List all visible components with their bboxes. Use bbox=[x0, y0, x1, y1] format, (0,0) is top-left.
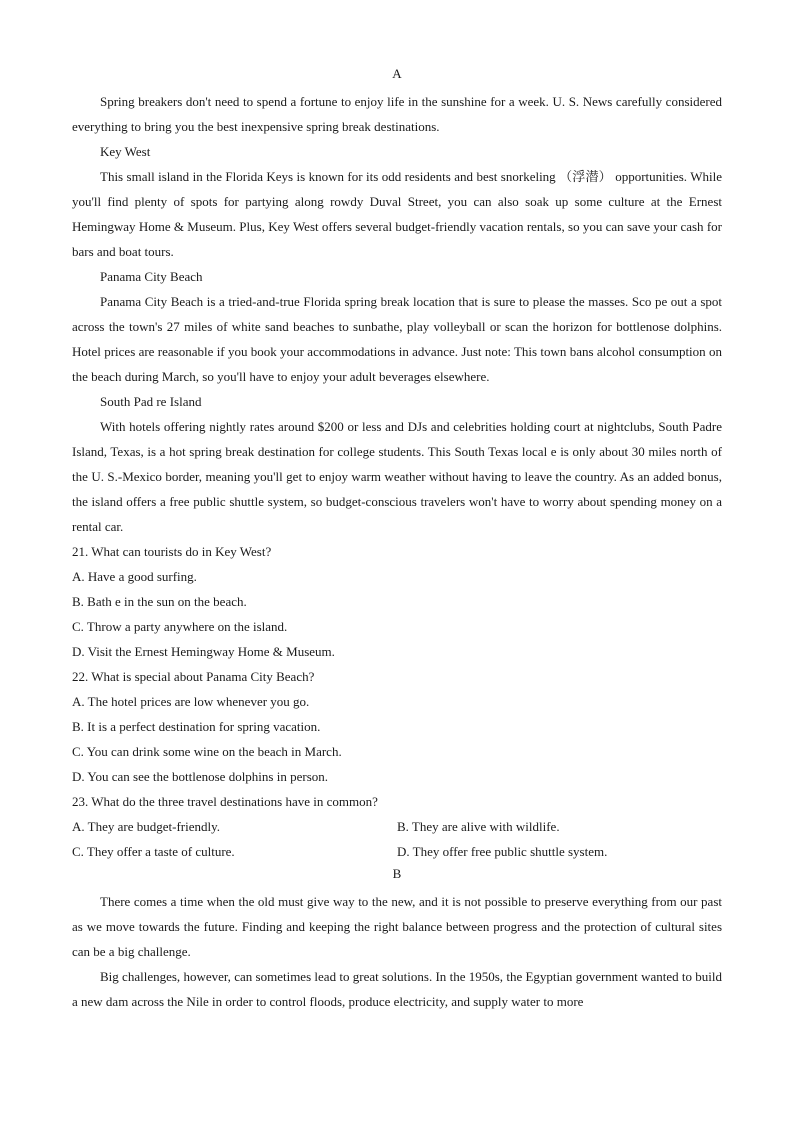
question-23-options-row-1 bbox=[72, 814, 722, 839]
destination-title-key-west: Key West bbox=[100, 144, 151, 159]
destination-text-panama-city: Panama City Beach is a tried-and-true Florida spring break location that is sure to please the masses. Sco pe out a spot across the town's 27 miles of white sand beaches to sunbathe, play volleyball or scan the horizon for bottlenose dolphins. Hotel prices are reasonable if you book your accommodations in advance. Just note: This town bans alcohol consumption on the beach during March, so you'll have to enjoy your adult beverages elsewhere. bbox=[72, 294, 722, 384]
intro-paragraph: Spring breakers don't need to spend a fortune to enjoy life in the sunshine for a week. U. S. News carefully considered everything to bring you the best inexpensive spring break destinations. bbox=[72, 94, 722, 134]
destination-title-south-padre: South Pad re Island bbox=[100, 394, 202, 409]
section-b-label: B bbox=[392, 866, 402, 881]
question-22-option-d: D. You can see the bottlenose dolphins in person. bbox=[72, 769, 329, 784]
page-content bbox=[72, 64, 722, 1014]
question-23: 23. What do the three travel destinations have in common? bbox=[72, 794, 378, 809]
section-b-paragraph-2: Big challenges, however, can sometimes lead to great solutions. In the 1950s, the Egyptian government wanted to build a new dam across the Nile in order to control floods, produce electricity, and supply water to more bbox=[72, 969, 722, 1009]
question-22-option-c: C. You can drink some wine on the beach in March. bbox=[72, 744, 342, 759]
question-21-option-b: B. Bath e in the sun on the beach. bbox=[72, 594, 247, 609]
question-21: 21. What can tourists do in Key West? bbox=[72, 544, 272, 559]
question-22-option-b: B. It is a perfect destination for spring vacation. bbox=[72, 719, 321, 734]
destination-title-panama-city: Panama City Beach bbox=[100, 269, 203, 284]
destination-text-south-padre: With hotels offering nightly rates around $200 or less and DJs and celebrities holding court at nightclubs, South Padre Island, Texas, is a hot spring break destination for college students. This South Texas local e is only about 30 miles north of the U. S.-Mexico border, meaning you'll get to enjoy warm weather without having to leave the country. As an added bonus, the island offers a free public shuttle system, so budget-conscious travelers won't have to worry about spending money on a rental car. bbox=[72, 419, 722, 534]
question-22: 22. What is special about Panama City Beach? bbox=[72, 669, 315, 684]
question-23-option-d: D. They offer free public shuttle system. bbox=[397, 844, 608, 859]
question-21-option-a: A. Have a good surfing. bbox=[72, 569, 197, 584]
question-23-option-a: A. They are budget-friendly. bbox=[72, 819, 221, 834]
question-22-option-a: A. The hotel prices are low whenever you go. bbox=[72, 694, 310, 709]
question-21-option-d: D. Visit the Ernest Hemingway Home & Museum. bbox=[72, 644, 335, 659]
section-a-label: A bbox=[392, 66, 402, 81]
question-23-option-b: B. They are alive with wildlife. bbox=[397, 819, 560, 834]
destination-text-key-west: This small island in the Florida Keys is known for its odd residents and best snorkeling （浮潜） opportunities. While you'll find plenty of spots for partying along rowdy Duval Street, you can also soak up some culture at the Ernest Hemingway Home & Museum. Plus, Key West offers several budget-friendly vacation rentals, so you can save your cash for bars and boat tours. bbox=[72, 169, 722, 259]
question-23-option-c: C. They offer a taste of culture. bbox=[72, 844, 235, 859]
section-b-paragraph-1: There comes a time when the old must give way to the new, and it is not possible to preserve everything from our past as we move towards the future. Finding and keeping the right balance between progress and the protection of cultural sites can be a big challenge. bbox=[72, 894, 722, 959]
question-23-options-row-2 bbox=[72, 839, 722, 864]
question-21-option-c: C. Throw a party anywhere on the island. bbox=[72, 619, 288, 634]
